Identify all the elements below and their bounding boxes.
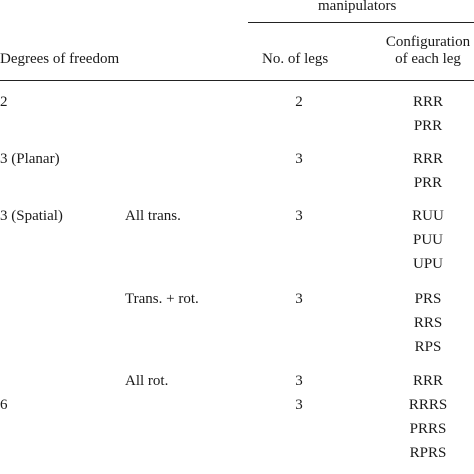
row-config: RUU bbox=[412, 208, 444, 224]
row-config: RRRS bbox=[408, 397, 448, 413]
row-legs: 3 bbox=[295, 397, 303, 413]
row-config: RRR bbox=[412, 94, 444, 110]
header-legs: No. of legs bbox=[262, 51, 329, 67]
row-subtype: All rot. bbox=[125, 373, 169, 389]
row-subtype: Trans. + rot. bbox=[125, 291, 199, 307]
row-legs: 2 bbox=[295, 94, 303, 110]
row-legs: 3 bbox=[295, 208, 303, 224]
row-config: PRR bbox=[413, 118, 443, 134]
header-dof: Degrees of freedom bbox=[0, 51, 120, 67]
row-legs: 3 bbox=[295, 373, 303, 389]
row-dof: 2 bbox=[0, 94, 8, 110]
row-config: RRR bbox=[412, 373, 444, 389]
header-bottom-rule bbox=[0, 80, 474, 81]
row-dof: 3 (Spatial) bbox=[0, 208, 63, 224]
row-config: RPRS bbox=[409, 445, 447, 461]
header-config-line1: Configuration bbox=[385, 34, 471, 50]
row-legs: 3 bbox=[295, 291, 303, 307]
group-header-rule bbox=[248, 22, 474, 23]
row-config: PRRS bbox=[409, 421, 447, 437]
group-header-manipulators: manipulators bbox=[318, 0, 397, 14]
row-config: UPU bbox=[412, 256, 444, 272]
row-config: RRS bbox=[413, 315, 443, 331]
row-legs: 3 bbox=[295, 151, 303, 167]
row-config: PUU bbox=[412, 232, 444, 248]
row-config: RPS bbox=[414, 339, 442, 355]
row-dof: 3 (Planar) bbox=[0, 151, 60, 167]
header-config-line2: of each leg bbox=[395, 51, 461, 67]
row-config: RRR bbox=[412, 151, 444, 167]
row-subtype: All trans. bbox=[125, 208, 181, 224]
row-config: PRR bbox=[413, 175, 443, 191]
row-config: PRS bbox=[414, 291, 442, 307]
row-dof: 6 bbox=[0, 397, 8, 413]
